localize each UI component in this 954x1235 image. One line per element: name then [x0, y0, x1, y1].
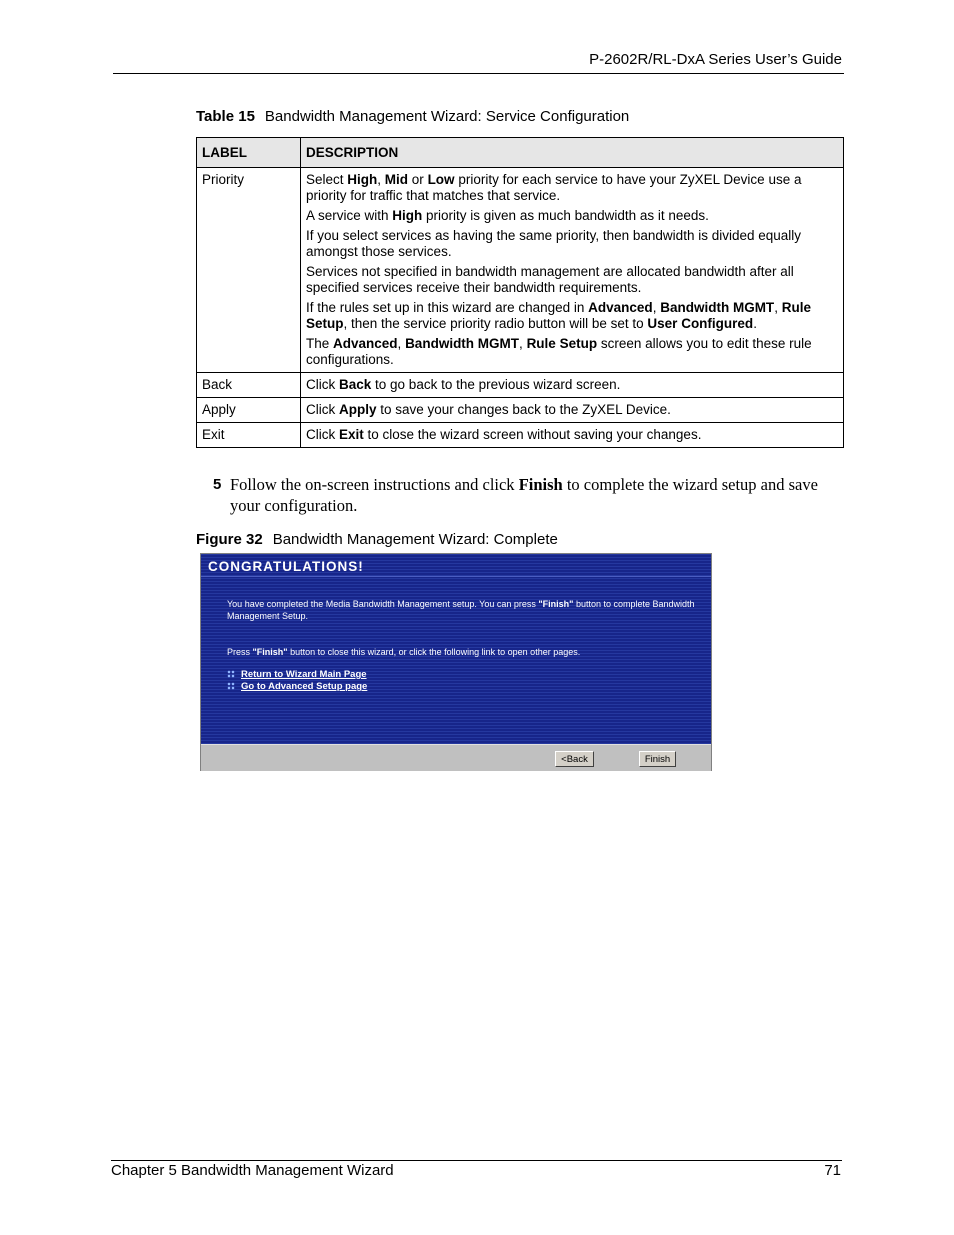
figure-caption — [196, 531, 558, 548]
bold-term: Mid — [384, 172, 409, 187]
bullet-icon — [227, 682, 235, 690]
row-label: Back — [197, 373, 301, 398]
text: priority is given as much bandwidth as it needs. — [422, 208, 709, 223]
header-rule — [113, 73, 844, 74]
wizard-panel — [201, 554, 711, 744]
text: . — [753, 316, 757, 331]
text: Follow the on-screen instructions and click — [230, 475, 519, 494]
bold-term: Bandwidth MGMT — [660, 300, 775, 315]
text: , then the service priority radio button will be set to — [343, 316, 648, 331]
bold-term: User Configured — [647, 316, 754, 331]
text: screen allows you to edit these rule configurations. — [306, 336, 812, 367]
bold-term: Rule Setup — [306, 300, 811, 331]
text: , — [519, 336, 527, 351]
text: priority for each service to have your ZyXEL Device use a priority for traffic that matches that service. — [306, 172, 802, 203]
bold-term: "Finish" — [252, 647, 288, 657]
text: to close the wizard screen without saving your changes. — [363, 427, 702, 442]
table-row-back — [197, 373, 844, 398]
finish-button[interactable]: Finish — [639, 751, 676, 767]
description-paragraph: If you select services as having the same priority, then bandwidth is divided equally amongst those services. — [306, 228, 802, 259]
completion-message — [227, 598, 707, 622]
back-button[interactable]: <Back — [555, 751, 594, 767]
text: , — [652, 300, 661, 315]
row-description — [301, 168, 844, 373]
table-caption-number: Table 15 — [196, 108, 255, 125]
text: to go back to the previous wizard screen. — [371, 377, 621, 392]
row-description — [301, 373, 844, 398]
description-paragraph — [306, 300, 838, 332]
description-paragraph — [306, 172, 838, 204]
page-number: 71 — [824, 1162, 841, 1179]
text: to save your changes back to the ZyXEL Device. — [376, 402, 671, 417]
table-header-row — [197, 138, 844, 168]
advanced-setup-link[interactable] — [227, 681, 367, 692]
bold-term: High — [347, 172, 378, 187]
text: or — [408, 172, 428, 187]
text: button to close this wizard, or click the following link to open other pages. — [287, 647, 581, 657]
bold-term: High — [392, 208, 423, 223]
row-description — [301, 423, 844, 448]
button-bar — [201, 744, 711, 771]
table-caption-title: Bandwidth Management Wizard: Service Configuration — [264, 108, 630, 125]
figure-caption-number: Figure 32 — [196, 531, 263, 548]
row-description — [301, 398, 844, 423]
step-text — [230, 474, 843, 516]
description-paragraph — [306, 208, 838, 224]
text: , — [397, 336, 406, 351]
running-header: P-2602R/RL-DxA Series User’s Guide — [589, 51, 842, 68]
text: button to complete Bandwidth Management Setup. — [227, 599, 695, 621]
text: Select — [306, 172, 348, 187]
text: , — [774, 300, 782, 315]
table-row-exit — [197, 423, 844, 448]
row-label: Apply — [197, 398, 301, 423]
bold-term: Apply — [339, 402, 377, 417]
bold-term: Bandwidth MGMT — [405, 336, 520, 351]
text: , — [377, 172, 385, 187]
congratulations-title: CONGRATULATIONS! — [208, 559, 364, 574]
bold-term: Back — [339, 377, 372, 392]
bold-term: Advanced — [588, 300, 653, 315]
text: You have completed the Media Bandwidth Management setup. You can press — [227, 599, 539, 609]
table-row-priority — [197, 168, 844, 373]
description-column-header: DESCRIPTION — [301, 138, 844, 168]
text: Click — [306, 402, 339, 417]
text: Click — [306, 427, 339, 442]
title-divider — [201, 576, 711, 577]
bold-term: Advanced — [333, 336, 398, 351]
bold-term: Low — [427, 172, 455, 187]
wizard-complete-screenshot — [200, 553, 712, 771]
text: A service with — [306, 208, 393, 223]
table-caption — [196, 108, 629, 125]
row-label: Exit — [197, 423, 301, 448]
label-column-header: LABEL — [197, 138, 301, 168]
description-paragraph — [306, 336, 838, 368]
bold-term: Finish — [518, 475, 563, 494]
step-number: 5 — [213, 476, 222, 493]
link-text: Return to Wizard Main Page — [241, 669, 367, 680]
chapter-footer: Chapter 5 Bandwidth Management Wizard — [111, 1162, 394, 1179]
footer-rule — [111, 1160, 842, 1161]
return-to-wizard-link[interactable] — [227, 669, 367, 680]
bullet-icon — [227, 670, 235, 678]
text: Click — [306, 377, 339, 392]
bold-term: "Finish" — [538, 599, 574, 609]
service-configuration-table — [196, 137, 844, 448]
link-text: Go to Advanced Setup page — [241, 681, 368, 692]
bold-term: Rule Setup — [526, 336, 598, 351]
description-paragraph: Services not specified in bandwidth management are allocated bandwidth after all specified services receive their bandwidth requirements. — [306, 264, 794, 295]
text: The — [306, 336, 334, 351]
table-row-apply — [197, 398, 844, 423]
text: to complete the wizard setup and save your configuration. — [230, 475, 818, 515]
bold-term: Exit — [339, 427, 364, 442]
step-5 — [213, 474, 843, 516]
close-instructions — [227, 646, 707, 658]
text: Press — [227, 647, 253, 657]
figure-caption-title: Bandwidth Management Wizard: Complete — [272, 531, 558, 548]
text: If the rules set up in this wizard are changed in — [306, 300, 589, 315]
row-label: Priority — [197, 168, 301, 373]
